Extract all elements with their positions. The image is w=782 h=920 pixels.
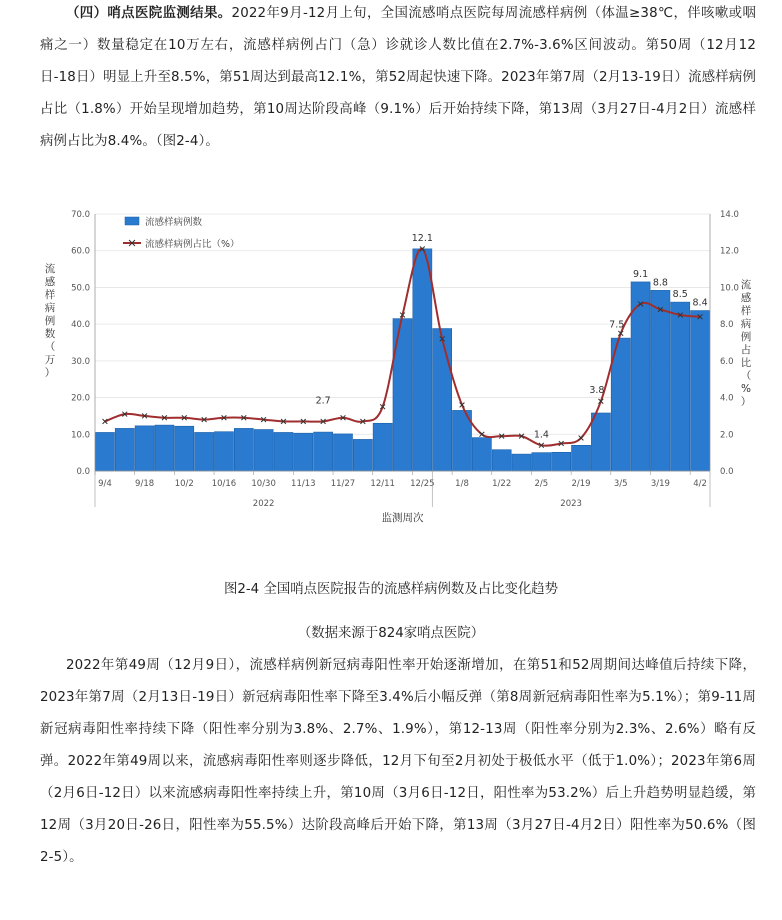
x-tick-label: 11/27: [330, 479, 356, 489]
bar: [472, 438, 491, 471]
legend-line-label: 流感样病例占比（%）: [145, 239, 240, 250]
bar: [572, 445, 591, 471]
data-label: 1.4: [533, 429, 549, 441]
pct-marker: [579, 436, 584, 441]
bar: [214, 432, 233, 471]
y-right-tick-label: 4.0: [720, 393, 734, 404]
x-tick-label: 2/5: [534, 479, 549, 489]
bar: [373, 423, 392, 471]
bar: [353, 439, 372, 471]
bar: [393, 319, 412, 471]
y-right-tick-label: 8.0: [720, 320, 734, 331]
x-tick-label: 9/4: [98, 479, 112, 489]
legend-bar-label: 流感样病例数: [145, 217, 203, 228]
bar: [591, 413, 610, 471]
y-right-tick-label: 0.0: [720, 467, 734, 477]
x-tick-label: 3/5: [613, 479, 628, 489]
y-right-tick-label: 10.0: [720, 283, 739, 294]
bar: [413, 249, 432, 471]
figure-source-note: （数据来源于824家哨点医院）: [297, 626, 485, 641]
bar: [294, 433, 313, 471]
bar: [433, 329, 452, 471]
x-tick-label: 10/30: [251, 479, 276, 489]
y-left-tick-label: 30.0: [71, 356, 90, 367]
y-right-axis-title: 流感样病例占比（%）: [740, 279, 752, 408]
bar: [333, 434, 352, 471]
bar: [512, 454, 531, 471]
data-label: 2.7: [315, 395, 331, 407]
data-label: 8.4: [692, 297, 708, 309]
data-label: 8.5: [672, 289, 688, 301]
x-tick-label: 9/18: [135, 479, 155, 489]
y-right-tick-label: 2.0: [720, 430, 734, 441]
paragraph-2: 2022年第49周（12月9日），流感样病例新冠病毒阳性率开始逐渐增加，在第51和52周期间达峰值后持续下降，2023年第7周（2月13日-19日）新冠病毒阳性率下降至3.4%后小幅反弹（第8周新冠病毒阳性率为5.1%）；第9-11周新冠病毒阳性率持续下降（阳性率分别为3.8%、2.7%、1.9%），第12-13周（阳性率分别为2.3%、2.6%）略有反弹。2022年第49周以来，流感病毒阳性率则逐步降低，12月下旬至2月初处于极低水平（低于1.0%）；2023年第6周（2月6日-12日）以来流感病毒阳性率持续上升，第10周（3月6日-12日，阳性率为53.2%）后上升趋势明显趋缓，第12周（3月20日-26日，阳性率为55.5%）达阶段高峰后开始下降，第13周（3月27日-4月2日）阳性率为50.6%（图2-5）。: [40, 658, 756, 865]
x-axis-title: 监测周次: [381, 512, 424, 524]
data-label: 7.5: [609, 319, 625, 331]
bar: [274, 432, 293, 471]
y-left-tick-label: 10.0: [71, 430, 90, 441]
bar: [195, 432, 214, 471]
bar: [691, 311, 710, 471]
bar: [254, 430, 273, 471]
x-tick-label: 12/25: [410, 479, 435, 489]
y-left-tick-label: 70.0: [71, 210, 90, 220]
x-tick-label: 1/8: [455, 479, 469, 489]
y-left-axis-title: 流感样病例数（万）: [44, 263, 56, 379]
bar: [115, 428, 134, 471]
x-tick-label: 2/19: [571, 479, 591, 489]
bar: [552, 452, 571, 471]
paragraph-1-body: 2022年9月-12月上旬，全国流感哨点医院每周流感样病例（体温≥38℃，伴咳嗽或咽痛之一）数量稳定在10万左右，流感样病例占门（急）诊就诊人数比值在2.7%-3.6%区间波动。第50周（12月12日-18日）明显上升至8.5%，第51周达到最高12.1%，第52周起快速下降。2023年第7周（2月13-19日）流感样病例占比（1.8%）开始呈现增加趋势，第10周达阶段高峰（9.1%）后开始持续下降，第13周（3月27日-4月2日）流感样病例占比为8.4%。（图2-4）。: [40, 6, 756, 149]
bar: [175, 426, 194, 471]
data-label: 3.8: [589, 385, 605, 397]
legend-bar-swatch: [125, 217, 139, 225]
bar: [671, 302, 690, 471]
x-tick-label: 3/19: [650, 479, 670, 489]
x-tick-label: 10/16: [211, 479, 237, 489]
bar: [234, 428, 253, 471]
data-label: 8.8: [652, 277, 668, 289]
ili-trend-chart: [40, 196, 760, 526]
x-tick-label: 11/13: [291, 479, 316, 489]
bar: [95, 432, 114, 471]
bar: [492, 450, 511, 471]
y-left-tick-label: 40.0: [71, 320, 90, 331]
x-tick-label: 1/22: [492, 479, 512, 489]
y-left-tick-label: 60.0: [71, 246, 90, 257]
y-left-tick-label: 0.0: [76, 467, 90, 477]
bar: [532, 453, 551, 471]
figure-caption: 图2-4 全国哨点医院报告的流感样病例数及占比变化趋势: [223, 582, 559, 597]
y-right-tick-label: 12.0: [720, 246, 739, 257]
paragraph-1: [40, 0, 756, 158]
section-heading: （四）哨点医院监测结果。: [66, 6, 232, 21]
bar: [314, 432, 333, 471]
bar: [155, 425, 174, 471]
y-left-tick-label: 50.0: [71, 283, 90, 294]
y-right-tick-label: 6.0: [720, 356, 734, 367]
x-tick-label: 4/2: [693, 479, 707, 489]
bar: [651, 290, 670, 471]
y-left-tick-label: 20.0: [71, 393, 90, 404]
data-label: 12.1: [411, 232, 433, 244]
data-label: 9.1: [633, 268, 649, 280]
x-tick-label: 12/11: [370, 479, 395, 489]
year-label-2023: 2023: [560, 499, 582, 509]
y-right-tick-label: 14.0: [720, 210, 739, 220]
bar: [135, 426, 154, 471]
x-tick-label: 10/2: [174, 479, 194, 489]
year-label-2022: 2022: [252, 499, 275, 509]
